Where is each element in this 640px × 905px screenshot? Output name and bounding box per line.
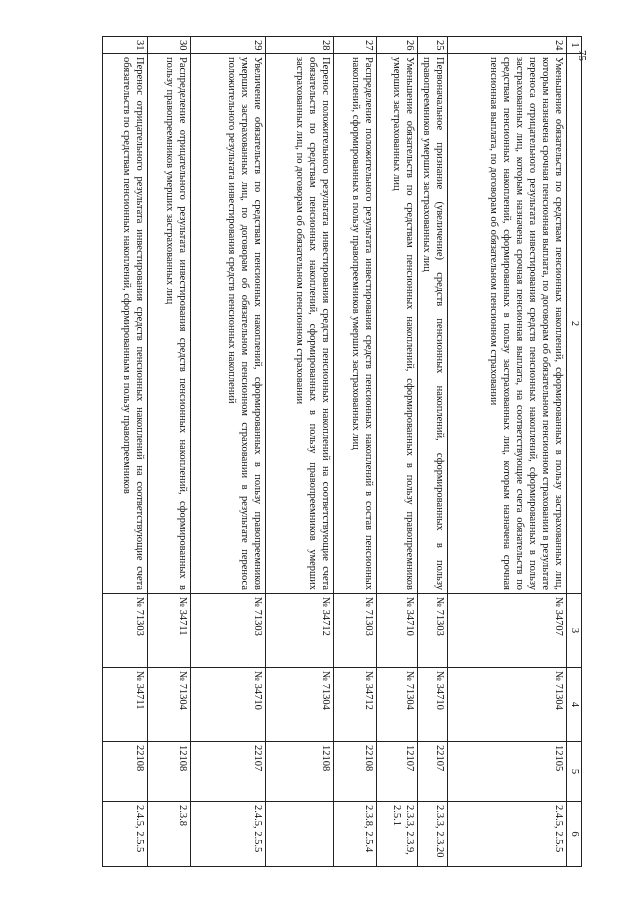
- row-number: 27: [334, 37, 377, 54]
- operation-description: Распределение положительного результата инвестирования средств пенсионных накоплений в состав пенсионных накоплений, сформированных в пользу правопреемников умерших застрахованных лиц: [334, 54, 377, 594]
- operation-description: Увеличение обязательств по средствам пенсионных накоплений, сформированных в пользу правопреемников умерших застрахованных лиц, по договорам об обязательном пенсионном страховании в результате переноса положительного результата инвестирования средств пенсионных накоплений: [191, 54, 266, 594]
- operation-description: Распределение отрицательного результата инвестирования средств пенсионных накоплений, сформированных в пользу правопреемников умерших застрахованных лиц: [148, 54, 191, 594]
- symbol-code: 12107: [377, 742, 418, 802]
- row-number: 26: [377, 37, 418, 54]
- header-col-3: 3: [567, 594, 582, 668]
- debit-account: № 71303: [191, 594, 266, 668]
- row-number: 28: [266, 37, 334, 54]
- credit-account: № 34712: [334, 668, 377, 742]
- credit-account: № 34710: [191, 668, 266, 742]
- operation-description: Уменьшение обязательств по средствам пенсионных накоплений, сформированных в пользу правопреемников умерших застрахованных лиц: [377, 54, 418, 594]
- header-col-4: 4: [567, 668, 582, 742]
- reference-items: 2.3.8: [148, 802, 191, 867]
- header-col-2: 2: [567, 54, 582, 594]
- row-number: 29: [191, 37, 266, 54]
- reference-items: 2.3.8, 2.5.4: [334, 802, 377, 867]
- credit-account: № 71304: [148, 668, 191, 742]
- credit-account: № 34710: [418, 668, 448, 742]
- rotated-page: [50, 36, 582, 866]
- symbol-code: 12108: [148, 742, 191, 802]
- row-number: 30: [148, 37, 191, 54]
- header-col-5: 5: [567, 742, 582, 802]
- table-row: [377, 37, 418, 867]
- credit-account: № 71304: [377, 668, 418, 742]
- symbol-code: 22108: [334, 742, 377, 802]
- debit-account: № 34710: [377, 594, 418, 668]
- header-row: [567, 37, 582, 867]
- symbol-code: 22107: [418, 742, 448, 802]
- credit-account: № 71304: [266, 668, 334, 742]
- credit-account: № 71304: [448, 668, 567, 742]
- table-row: [103, 37, 148, 867]
- table-row: [448, 37, 567, 867]
- debit-account: № 34707: [448, 594, 567, 668]
- row-number: 25: [418, 37, 448, 54]
- row-number: 24: [448, 37, 567, 54]
- credit-account: № 34711: [103, 668, 148, 742]
- debit-account: № 71303: [418, 594, 448, 668]
- page-number: 75: [576, 50, 588, 61]
- reference-items: [266, 802, 334, 867]
- debit-account: № 71303: [334, 594, 377, 668]
- table-row: [266, 37, 334, 867]
- debit-account: № 71303: [103, 594, 148, 668]
- reference-items: 2.4.5, 2.5.5: [448, 802, 567, 867]
- reference-items: 2.4.5, 2.5.5: [191, 802, 266, 867]
- debit-account: № 34712: [266, 594, 334, 668]
- table-row: [148, 37, 191, 867]
- header-col-1: 1: [567, 37, 582, 54]
- operation-description: Перенос отрицательного результата инвестирования средств пенсионных накоплений на соответствующие счета обязательств по средствам пенсионных накоплений, сформированным в пользу правопреемников: [103, 54, 148, 594]
- operation-description: Перенос положительного результата инвестирования средств пенсионных накоплений на соответствующие счета обязательств по средствам пенсионных накоплений, сформированных в пользу правопреемников умерших застрахованных лиц, по договорам об обязательном пенсионном страховании: [266, 54, 334, 594]
- accounting-entries-table: [102, 36, 582, 867]
- header-col-6: 6: [567, 802, 582, 867]
- symbol-code: 22107: [191, 742, 266, 802]
- debit-account: № 34711: [148, 594, 191, 668]
- table-row: [191, 37, 266, 867]
- reference-items: 2.3.3, 2.3.9, 2.5.1: [377, 802, 418, 867]
- reference-items: 2.3.3, 2.3.20: [418, 802, 448, 867]
- operation-description: Первоначальное признание (увеличение) средств пенсионных накоплений, сформированных в пользу правопреемников умерших застрахованных лиц: [418, 54, 448, 594]
- table-row: [418, 37, 448, 867]
- reference-items: 2.4.5, 2.5.5: [103, 802, 148, 867]
- symbol-code: 22108: [103, 742, 148, 802]
- table-row: [334, 37, 377, 867]
- symbol-code: 12108: [266, 742, 334, 802]
- symbol-code: 12105: [448, 742, 567, 802]
- operation-description: Уменьшение обязательств по средствам пенсионных накоплений, сформированных в пользу застрахованных лиц, которым назначена срочная пенсионная выплата, по договорам об обязательном пенсионном страховании в результате переноса отрицательного результата инвестирования средств пенсионных накоплений, сформированных в пользу застрахованных лиц, которым назначена срочная пенсионная выплата, на соответствующие счета обязательств по средствам пенсионных накоплений, сформированных в пользу застрахованных лиц, которым назначена срочная пенсионная выплата, по договорам об обязательном пенсионном страховании: [448, 54, 567, 594]
- row-number: 31: [103, 37, 148, 54]
